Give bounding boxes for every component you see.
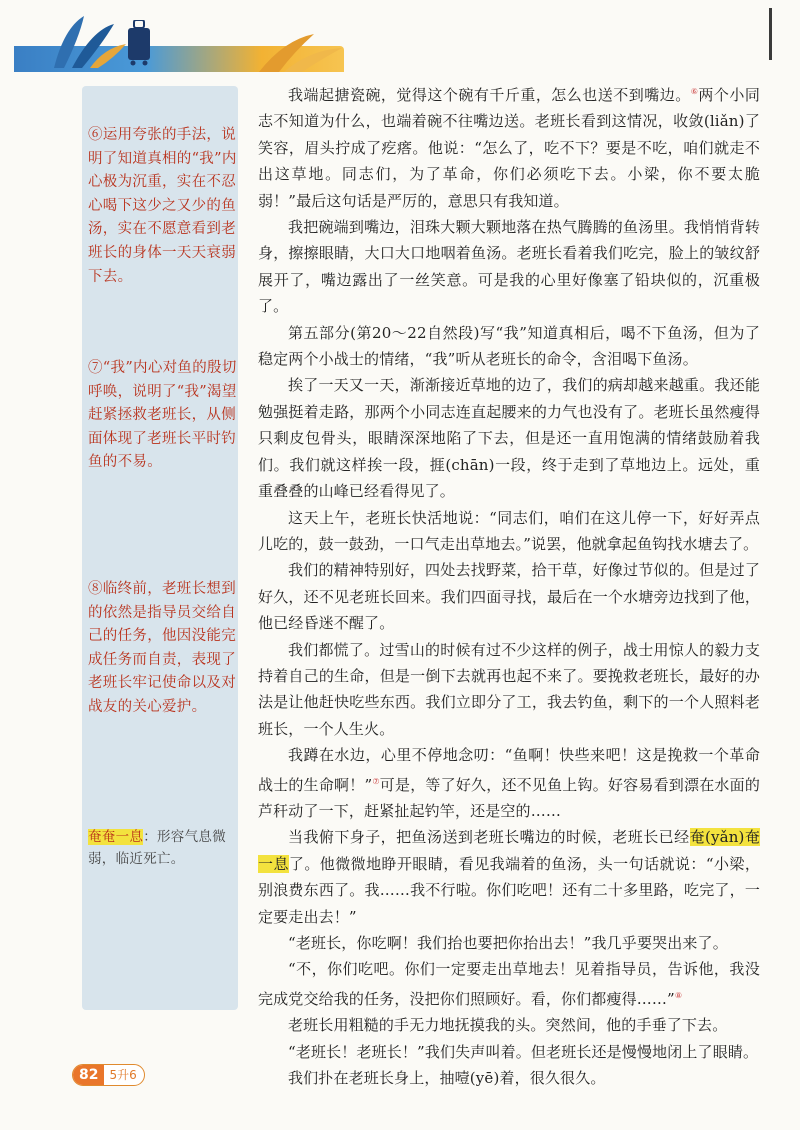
paragraph: 我们都慌了。过雪山的时候有过不少这样的例子，战士用惊人的毅力支持着自己的生命，但是一倒下去就再也起不来了。要挽救老班长，最好的办法是让他赶快吃些东西。我们立即分了工，我去钓鱼，剩下的一个人照料老班长，一个人生火。 <box>258 640 760 738</box>
paragraph: “老班长！老班长！”我们失声叫着。但老班长还是慢慢地闭上了眼睛。 <box>288 1042 759 1061</box>
page-edge-mark <box>769 8 772 60</box>
glossary-term: 奄奄一息 <box>88 829 144 845</box>
highlighted-term: 奄(yǎn)奄一息 <box>258 828 760 873</box>
paragraph: 老班长用粗糙的手无力地抚摸我的头。突然间，他的手垂了下去。 <box>288 1016 728 1035</box>
annotation-note-6: ⑥运用夸张的手法，说明了知道真相的“我”内心极为沉重，实在不忍心喝下这少之又少的鱼汤，实在不愿意看到老班长的身体一天天衰弱下去。 <box>88 127 237 285</box>
footnote-marker: ⑦ <box>372 776 380 786</box>
paragraph: “老班长，你吃啊！我们抬也要把你抬出去！”我几乎要哭出来了。 <box>288 934 728 952</box>
paragraph: “不，你们吃吧。你们一定要走出草地去！见着指导员，告诉他，我没完成党交给我的任务，没把你们照顾好。看，你们都瘦得……”⑧ <box>258 960 760 1008</box>
paragraph: 我端起搪瓷碗，觉得这个碗有千斤重，怎么也送不到嘴边。⑥两个小同志不知道为什么，也端着碗不往嘴边送。老班长看到这情况，收敛(liǎn)了笑容，眉头拧成了疙瘩。他说：“怎么了，吃不下？要是不吃，咱们就走不出这草地。同志们，为了革命，你们必须吃下去。小梁，你不要太脆弱！”最后这句话是严厉的，意思只有我知道。 <box>258 86 761 210</box>
annotation-note-7: ⑦“我”内心对鱼的殷切呼唤，说明了“我”渴望赶紧拯救老班长，从侧面体现了老班长平时钓鱼的不易。 <box>88 360 237 471</box>
section-summary: 第五部分(第20～22自然段)写“我”知道真相后，喝不下鱼汤，但为了稳定两个小战士的情绪，“我”听从老班长的命令，含泪喝下鱼汤。 <box>258 323 760 369</box>
paragraph: 我们的精神特别好，四处去找野菜，拾干草，好像过节似的。但是过了好久，还不见老班长回来。我们四面寻找，最后在一个水塘旁边找到了他，他已经昏迷不醒了。 <box>258 561 760 633</box>
paragraph: 我蹲在水边，心里不停地念叨：“鱼啊！快些来吧！这是挽救一个革命战士的生命啊！”⑦可是，等了好久，还不见鱼上钩。好容易看到漂在水面的芦秆动了一下，赶紧扯起钓竿，还是空的…… <box>258 746 760 820</box>
glossary-definition: ：形容气息微弱，临近死亡。 <box>88 829 227 867</box>
paragraph: 这天上午，老班长快活地说：“同志们，咱们在这儿停一下，好好弄点儿吃的，鼓一鼓劲，一口气走出草地去。”说罢，他就拿起鱼钩找水塘去了。 <box>258 508 760 553</box>
book-code: 5升6 <box>109 1068 137 1082</box>
page-badge <box>72 1064 145 1086</box>
suitcase-icon <box>126 20 152 66</box>
main-text <box>258 79 760 1091</box>
page-number: 82 <box>73 1065 104 1085</box>
paragraph: 挨了一天又一天，渐渐接近草地的边了，我们的病却越来越重。我还能勉强挺着走路，那两个小同志连直起腰来的力气也没有了。老班长虽然瘦得只剩皮包骨头，眼睛深深地陷了下去，但是还一直用饱满的情绪鼓励着我们。我们就这样挨一段，捱(chān)一段，终于走到了草地边上。远处，重重叠叠的山峰已经看得见了。 <box>258 376 760 501</box>
paragraph: 当我俯下身子，把鱼汤送到老班长嘴边的时候，老班长已经奄(yǎn)奄一息了。他微微地睁开眼睛，看见我端着的鱼汤，头一句话就说：“小梁，别浪费东西了。我……我不行啦。你们吃吧！还有二十多里路，吃完了，一定要走出去！” <box>258 828 760 926</box>
glossary-note <box>88 826 238 870</box>
footnote-marker: ⑧ <box>674 990 683 1000</box>
header-banner <box>14 0 374 72</box>
paragraph: 我把碗端到嘴边，泪珠大颗大颗地落在热气腾腾的鱼汤里。我悄悄背转身，擦擦眼睛，大口大口地咽着鱼汤。老班长看着我们吃完，脸上的皱纹舒展开了，嘴边露出了一丝笑意。可是我的心里好像塞了铅块似的，沉重极了。 <box>258 218 760 316</box>
palm-decoration-icon <box>254 30 344 72</box>
leaf-decoration-icon <box>44 8 134 70</box>
paragraph: 我们扑在老班长身上，抽噎(yē)着，很久很久。 <box>288 1069 606 1088</box>
footnote-marker: ⑥ <box>690 87 699 96</box>
annotation-note-8: ⑧临终前，老班长想到的依然是指导员交给自己的任务，他因没能完成任务而自责，表现了老班长牢记使命以及对战友的关心爱护。 <box>88 581 236 715</box>
